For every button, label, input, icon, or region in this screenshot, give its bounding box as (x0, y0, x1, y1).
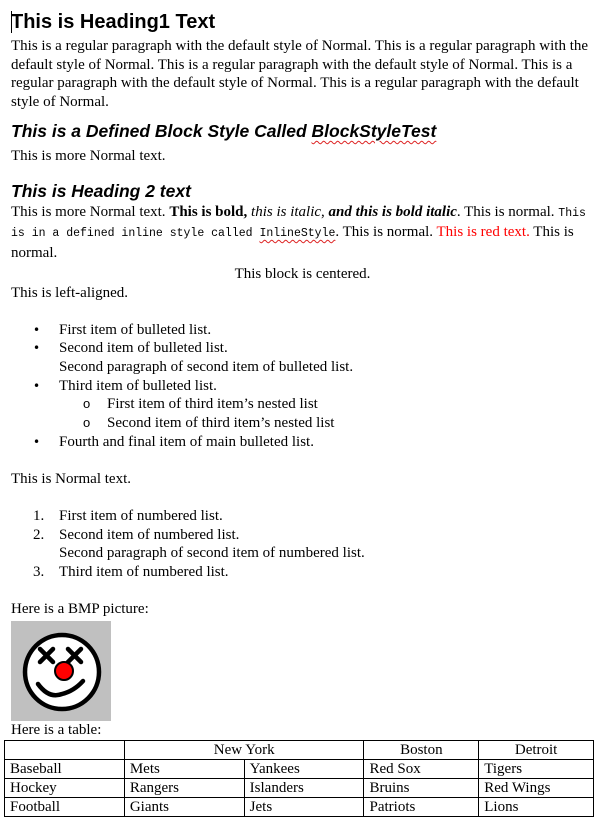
mixed-comma: , (321, 203, 329, 220)
list-item: • Third item of bulleted list. (33, 377, 217, 394)
block-style-name: BlockStyleTest (311, 121, 437, 141)
italic-text: this is italic (251, 203, 322, 220)
table-cell: Tigers (479, 760, 594, 779)
table-header-cell: New York (124, 741, 364, 760)
more-normal-text: This is more Normal text. (11, 148, 166, 164)
table-cell: Lions (479, 798, 594, 817)
table-row (5, 779, 594, 798)
table-row (5, 760, 594, 779)
nested-list-item: o Second item of third item’s nested list (83, 415, 335, 432)
bmp-label: Here is a BMP picture: (11, 601, 149, 618)
table-cell: Patriots (364, 798, 479, 817)
table-cell: Red Wings (479, 779, 594, 798)
heading2: This is Heading 2 text (11, 180, 191, 201)
mixed-format-paragraph (11, 203, 594, 263)
mixed-normal-4: This is normal. (11, 224, 574, 261)
table-cell: Baseball (5, 760, 125, 779)
table-header-cell: Detroit (479, 741, 594, 760)
inline-style-text: This is in a defined inline style called (11, 206, 586, 240)
list-number: 1. (33, 507, 45, 524)
list-number: 3. (33, 564, 45, 581)
sports-table (4, 740, 594, 817)
table-cell: Hockey (5, 779, 125, 798)
table-cell: Bruins (364, 779, 479, 798)
nested-list-item: o First item of third item’s nested list (83, 396, 318, 413)
circle-bullet-icon: o (83, 415, 91, 431)
document-page (11, 9, 594, 817)
list-item-continuation: Second paragraph of second item of bulleted list. (59, 358, 354, 375)
list-item: • Fourth and final item of main bulleted list. (33, 433, 314, 450)
nested-list (11, 395, 594, 432)
table-cell: Jets (244, 798, 364, 817)
list-number: 2. (33, 526, 45, 543)
list-item: 3. Third item of numbered list. (33, 564, 229, 581)
inline-style-name: InlineStyle (259, 227, 336, 240)
table-cell: Mets (124, 760, 244, 779)
list-item: 1. First item of numbered list. (33, 507, 223, 524)
clown-face-picture[interactable] (11, 621, 111, 721)
list-item: 2. Second item of numbered list. (33, 526, 240, 543)
circle-bullet-icon: o (83, 396, 91, 412)
bullet-icon: • (33, 378, 41, 393)
table-cell: Islanders (244, 779, 364, 798)
bold-italic-text: and this is bold italic (328, 203, 457, 220)
bullet-icon: • (33, 341, 41, 356)
table-header-row (5, 741, 594, 760)
bullet-icon: • (33, 322, 41, 337)
list-item: • Second item of bulleted list. (33, 340, 228, 357)
block-style-prefix: This is a Defined Block Style Called (11, 121, 312, 141)
table-cell: Red Sox (364, 760, 479, 779)
numbered-list (11, 507, 594, 582)
mixed-normal-2: . This is normal. (456, 203, 559, 220)
table-cell: Yankees (244, 760, 364, 779)
bullet-icon: • (33, 434, 41, 449)
normal-paragraph: This is a regular paragraph with the default style of Normal. This is a regular paragraph with the default style of Normal. This is a regular paragraph with the default style of Normal. This is a regular paragraph with the default style of Normal. This is a regular paragraph with the default style of Normal. (11, 38, 589, 110)
list-item-continuation: Second paragraph of second item of numbered list. (59, 545, 365, 562)
centered-text: This block is centered. (234, 266, 371, 282)
bold-text: This is bold, (169, 203, 248, 220)
block-style-heading (11, 120, 594, 142)
table-cell: Football (5, 798, 125, 817)
list-item: • First item of bulleted list. (33, 321, 212, 338)
normal-text: This is Normal text. (11, 470, 131, 487)
table-cell: Giants (124, 798, 244, 817)
left-aligned-text: This is left-aligned. (11, 284, 129, 301)
mixed-normal-1: This is more Normal text. (11, 203, 170, 220)
table-label: Here is a table: (11, 721, 102, 738)
mixed-normal-3: . This is normal. (335, 224, 437, 240)
heading1: This is Heading1 Text (11, 11, 216, 33)
bulleted-list (11, 321, 594, 452)
red-text: This is red text. (436, 224, 530, 240)
table-header-cell (5, 741, 125, 760)
table-cell: Rangers (124, 779, 244, 798)
clown-face-icon (11, 621, 111, 721)
table-row (5, 798, 594, 817)
table-header-cell: Boston (364, 741, 479, 760)
